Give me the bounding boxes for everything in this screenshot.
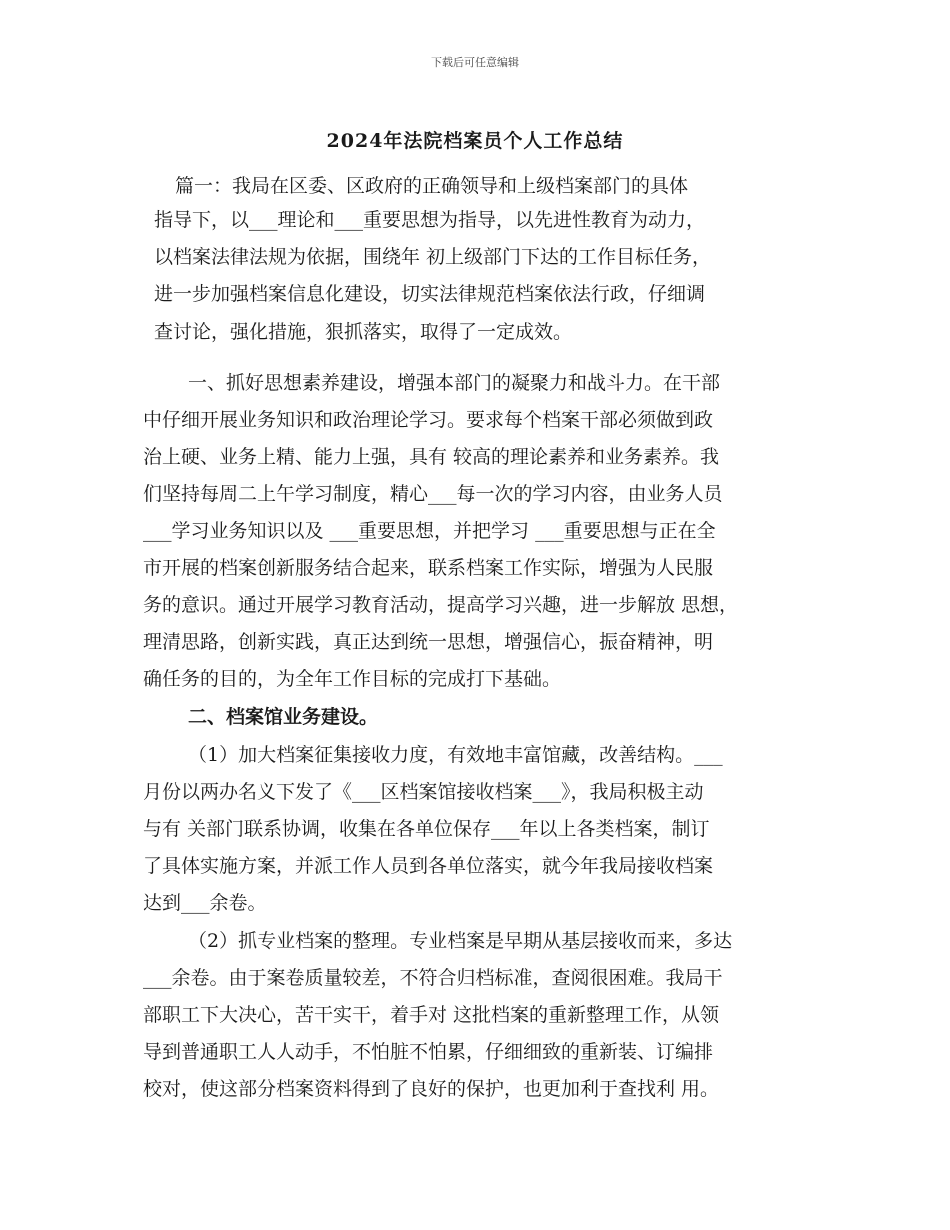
body-line: 部职工下大决心，苦干实干，着手对 这批档案的重新整理工作，从领 (143, 1004, 720, 1026)
body-line: （2）抓专业档案的整理。专业档案是早期从基层接收而来，多达 (188, 930, 733, 952)
document-title: 2024年法院档案员个人工作总结 (326, 130, 624, 152)
body-line: 理清思路，创新实践，真正达到统一思想，增强信心，振奋精神，明 (143, 631, 714, 653)
body-line: （1）加大档案征集接收力度，有效地丰富馆藏，改善结构。___ (188, 744, 723, 766)
body-line: 治上硬、业务上精、能力上强，具有 较高的理论素养和业务素养。我 (143, 446, 720, 468)
body-line: 务的意识。通过开展学习教育活动，提高学习兴趣，进一步解放 思想， (143, 594, 739, 616)
body-line: 确任务的目的，为全年工作目标的完成打下基础。 (143, 668, 562, 690)
section-heading: 二、档案馆业务建设。 (188, 706, 379, 728)
body-line: 们坚持每周二上午学习制度，精心___每一次的学习内容，由业务人员 (143, 483, 723, 505)
body-line: 校对，使这部分档案资料得到了良好的保护，也更加利于查找利 用。 (143, 1078, 720, 1100)
body-line: ___学习业务知识以及 ___重要思想，并把学习 ___重要思想与正在全 (143, 520, 716, 542)
body-line: ___余卷。由于案卷质量较差，不符合归档标准，查阅很困难。我局干 (143, 967, 723, 989)
body-line: 与有 关部门联系协调，收集在各单位保存___年以上各类档案，制订 (143, 818, 710, 840)
body-line: 中仔细开展业务知识和政治理论学习。要求每个档案干部必须做到政 (143, 409, 714, 431)
body-line: 月份以两办名义下发了《___区档案馆接收档案___》，我局积极主动 (143, 781, 704, 803)
body-line: 进一步加强档案信息化建设，切实法律规范档案依法行政，仔细调 (154, 283, 706, 305)
body-line: 一、抓好思想素养建设，增强本部门的凝聚力和战斗力。在干部 (188, 372, 721, 394)
body-line: 查讨论，强化措施，狠抓落实，取得了一定成效。 (154, 321, 573, 343)
body-line: 篇一：我局在区委、区政府的正确领导和上级档案部门的具体 (175, 175, 689, 197)
body-line: 市开展的档案创新服务结合起来，联系档案工作实际，增强为人民服 (143, 557, 714, 579)
body-line: 达到___余卷。 (143, 892, 267, 914)
body-line: 导到普通职工人人动手，不怕脏不怕累，仔细细致的重新装、订编排 (143, 1041, 714, 1063)
body-line: 指导下，以___理论和___重要思想为指导，以先进性教育为动力， (154, 209, 706, 231)
body-line: 了具体实施方案，并派工作人员到各单位落实，就今年我局接收档案 (143, 855, 714, 877)
body-line: 以档案法律法规为依据，围绕年 初上级部门下达的工作目标任务， (154, 246, 712, 268)
header-note: 下载后可任意编辑 (431, 56, 519, 69)
